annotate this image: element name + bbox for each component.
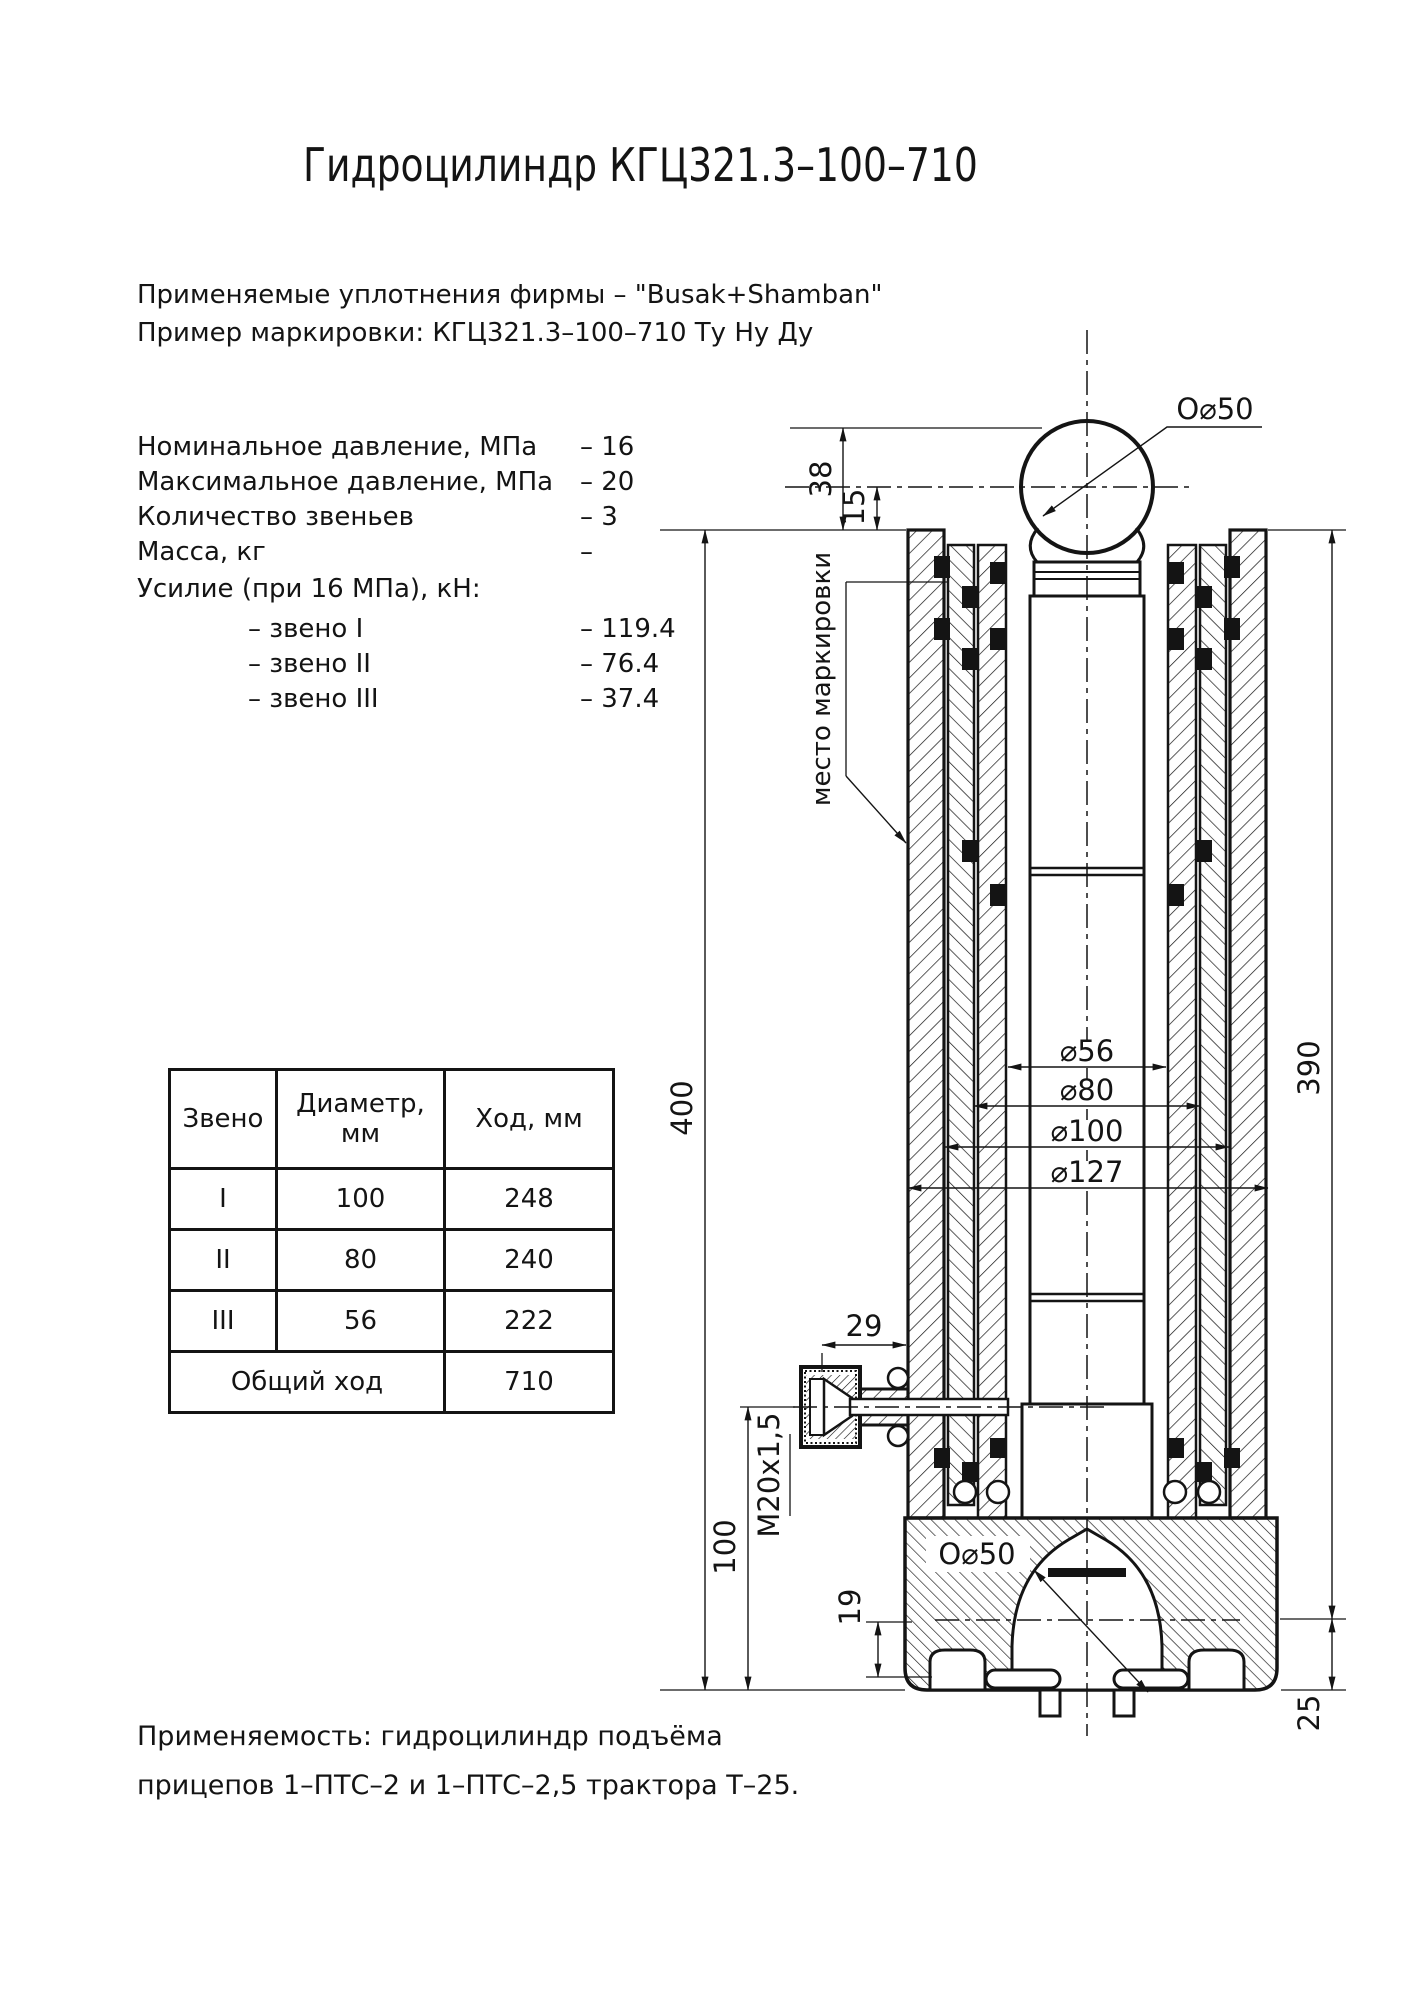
spec-label: Максимальное давление, МПа xyxy=(137,467,554,497)
dim-label-400: 400 xyxy=(665,1080,699,1136)
dim-label-29: 29 xyxy=(845,1309,883,1343)
cell-diameter: 56 xyxy=(277,1291,445,1352)
cell-link: I xyxy=(170,1169,277,1230)
outer-tube-left-wall xyxy=(908,530,944,1518)
spec-label: Масса, кг xyxy=(137,537,266,567)
spec-value: – xyxy=(580,537,593,567)
stage2-tube-right-wall xyxy=(1168,545,1196,1518)
cell-diameter: 80 xyxy=(277,1230,445,1291)
note-line-seals: Применяемые уплотнения фирмы – "Busak+Shamban" xyxy=(137,280,883,310)
dim-label-38: 38 xyxy=(804,460,838,498)
spec-label: – звено II xyxy=(248,649,371,679)
spec-value: – 37.4 xyxy=(580,684,660,714)
cylinder-section xyxy=(801,421,1277,1716)
cell-diameter: 100 xyxy=(277,1169,445,1230)
dim-label-d56: ⌀56 xyxy=(1059,1034,1115,1068)
dim-label-d80: ⌀80 xyxy=(1059,1073,1115,1107)
stage1-tube-left-wall xyxy=(948,545,974,1505)
spec-label: Номинальное давление, МПа xyxy=(137,432,538,462)
dim-label-thread: М20х1,5 xyxy=(752,1412,786,1538)
pivot-pin-right xyxy=(1114,1670,1188,1688)
table-header-stroke: Ход, мм xyxy=(445,1070,614,1169)
spec-label: Усилие (при 16 МПа), кН: xyxy=(137,574,481,604)
spec-value: – 3 xyxy=(580,502,618,532)
spec-value: – 16 xyxy=(580,432,635,462)
dim-label-d100: ⌀100 xyxy=(1050,1114,1124,1148)
stage2-tube-left-wall xyxy=(978,545,1006,1518)
stage1-tube-right-wall xyxy=(1200,545,1226,1505)
dim-label-sphere-top: О⌀50 xyxy=(1176,392,1254,426)
dim-label-100: 100 xyxy=(708,1519,742,1575)
marking-leader xyxy=(846,776,906,843)
cell-stroke: 222 xyxy=(445,1291,614,1352)
cell-link: II xyxy=(170,1230,277,1291)
base-foot-left xyxy=(930,1650,985,1690)
table-header-link: Звено xyxy=(170,1070,277,1169)
applicability-line: прицепов 1–ПТС–2 и 1–ПТС–2,5 трактора Т–25. xyxy=(137,1770,800,1801)
ball-neck-left xyxy=(1030,528,1038,562)
marking-note-label: место маркировки xyxy=(807,551,837,807)
spec-label: Количество звеньев xyxy=(137,502,414,532)
spec-label: – звено III xyxy=(248,684,379,714)
applicability-line: Применяемость: гидроцилиндр подъёма xyxy=(137,1721,723,1752)
cell-stroke: 240 xyxy=(445,1230,614,1291)
lock-pin-left xyxy=(1040,1690,1060,1716)
dim-label-390: 390 xyxy=(1292,1040,1326,1096)
note-line-marking: Пример маркировки: КГЦ321.3–100–710 Ту Ну Ду xyxy=(137,318,814,348)
dim-label-25: 25 xyxy=(1292,1694,1326,1732)
table-header-diameter-line1: Диаметр, xyxy=(296,1089,425,1119)
cell-total-value: 710 xyxy=(445,1352,614,1413)
table-header-diameter-line2: мм xyxy=(340,1119,381,1149)
spec-value: – 76.4 xyxy=(580,649,660,679)
spec-value: – 119.4 xyxy=(580,614,676,644)
spec-value: – 20 xyxy=(580,467,635,497)
cell-stroke: 248 xyxy=(445,1169,614,1230)
dim-label-15: 15 xyxy=(837,488,871,526)
dim-label-d127: ⌀127 xyxy=(1050,1155,1124,1189)
base-foot-right xyxy=(1189,1650,1244,1690)
ball-neck-right xyxy=(1136,528,1144,562)
outer-tube-right-wall xyxy=(1230,530,1266,1518)
cell-total-label: Общий ход xyxy=(170,1352,445,1413)
spec-label: – звено I xyxy=(248,614,364,644)
page-title: Гидроцилиндр КГЦ321.3–100–710 xyxy=(303,138,978,192)
lock-pin-right xyxy=(1114,1690,1134,1716)
cell-link: III xyxy=(170,1291,277,1352)
pivot-pin-left xyxy=(986,1670,1060,1688)
dim-label-sphere-bottom: О⌀50 xyxy=(938,1537,1016,1571)
dim-label-19: 19 xyxy=(833,1588,867,1626)
